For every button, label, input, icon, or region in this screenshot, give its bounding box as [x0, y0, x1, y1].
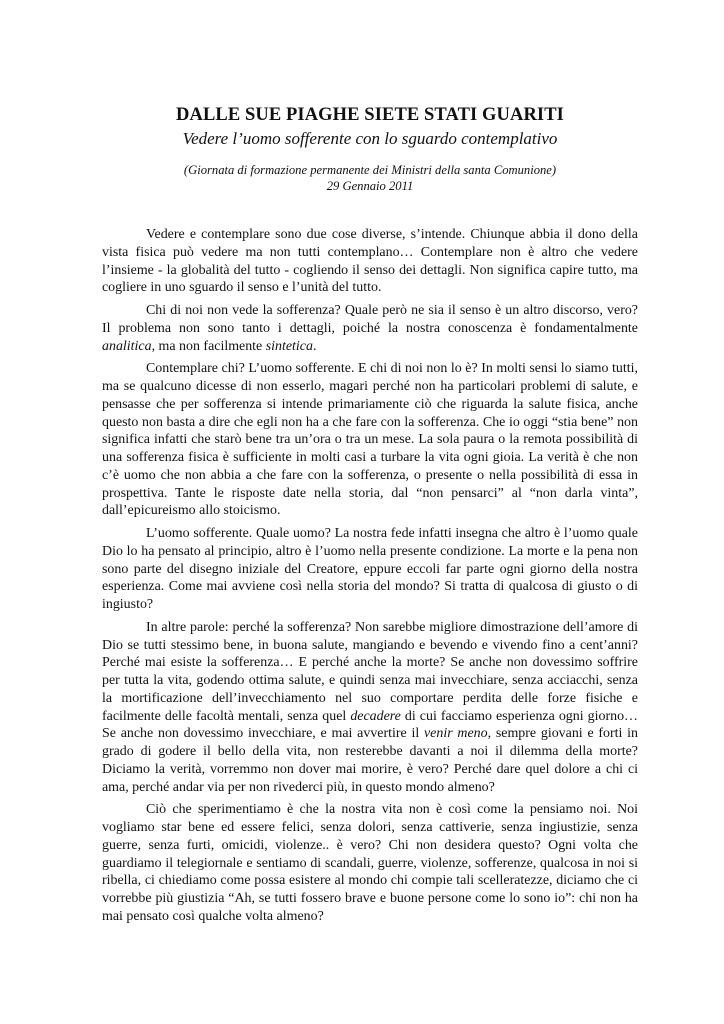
- paragraph-6: Ciò che sperimentiamo è che la nostra vita non è così come la pensiamo noi. Noi vogliamo star bene ed essere felici, senza dolori, senza cattiverie, senza ingiustizie, senza guerre, senza furti, omicidi, violenze.. è vero? Chi non desidera questo? Ogni volta che guardiamo il telegiornale e sentiamo di scandali, guerre, violenze, sofferenze, qualcosa in noi si ribella, ci chiediamo come possa esistere al mondo chi compie tali scelleratezze, diciamo che ci vorrebbe più giustizia “Ah, se tutti fossero brave e buone persone come lo sono io”: chi non ha mai pensato così qualche volta almeno?: [102, 802, 638, 924]
- paragraph-2: Chi di noi non vede la sofferenza? Quale però ne sia il senso è un altro discorso, vero? Il problema non sono tanto i dettagli, poiché la nostra conoscenza è fondamentalmente analitica, ma non facilmente sintetica.: [102, 303, 638, 354]
- document-body: [102, 226, 638, 926]
- document-page: [102, 104, 638, 931]
- paragraph-3: Contemplare chi? L’uomo sofferente. E chi di noi non lo è? In molti sensi lo siamo tutti, ma se qualcuno dicesse di non esserlo, magari perché non ha particolari problemi di salute, e pensasse che per sofferenza si intende primariamente ciò che riguarda la salute fisica, anche questo non basta a dire che egli non ha a che fare con la sofferenza. Che io oggi “stia bene” non significa infatti che starò bene tra un’ora o tra un mese. La sola paura o la remota possibilità di una sofferenza fisica è sufficiente in molti casi a turbare la vita ogni gioia. La verità è che non c’è uomo che non abbia a che fare con la sofferenza, o presente o nella possibilità di essa in prospettiva. Tante le risposte date nella storia, dal “non pensarci” al “non darla vinta”, dall’epicureismo allo stoicismo.: [102, 361, 638, 519]
- event-date: 29 Gennaio 2011: [326, 178, 414, 193]
- event-occasion: (Giornata di formazione permanente dei Ministri della santa Comunione): [183, 163, 557, 177]
- document-subtitle: Vedere l’uomo sofferente con lo sguardo contemplativo: [182, 129, 558, 148]
- paragraph-4: L’uomo sofferente. Quale uomo? La nostra fede infatti insegna che altro è l’uomo quale Dio lo ha pensato al principio, altro è l’uomo nella presente condizione. La morte e la pena non sono parte del disegno iniziale del Creatore, eppure eccoli far parte ogni giorno della nostra esperienza. Come mai avviene così nella storia del mondo? Si tratta di qualcosa di giusto o di ingiusto?: [102, 526, 638, 612]
- paragraph-5: In altre parole: perché la sofferenza? Non sarebbe migliore dimostrazione dell’amore di Dio se tutti stessimo bene, in buona salute, mangiando e bevendo e vivendo fino a cent’anni? Perché mai esiste la sofferenza… E perché anche la morte? Se anche non dovessimo soffrire per tutta la vita, godendo ottima salute, e quindi senza mai invecchiare, senza acciacchi, senza la mortificazione dell’invecchiamento nel suo comportare perdita delle forze fisiche e facilmente delle facoltà mentali, senza quel decadere di cui facciamo esperienza ogni giorno… Se anche non dovessimo invecchiare, e mai avvertire il venir meno, sempre giovani e forti in grado di godere il bello della vita, non resterebbe davanti a noi il dilemma della morte? Diciamo la verità, vorremmo non dover mai morire, è vero? Perché dare quel dolore a chi ci ama, perché andar via per non rivederci più, in questo mondo almeno?: [102, 619, 639, 795]
- document-title: DALLE SUE PIAGHE SIETE STATI GUARITI: [176, 105, 564, 125]
- paragraph-1: Vedere e contemplare sono due cose diverse, s’intende. Chiunque abbia il dono della vista fisica può vedere ma non tutti contemplano… Contemplare non è altro che vedere l’insieme - la globalità del tutto - cogliendo il senso dei dettagli. Non significa capire tutto, ma cogliere in uno sguardo il senso e l’unità del tutto.: [102, 227, 638, 296]
